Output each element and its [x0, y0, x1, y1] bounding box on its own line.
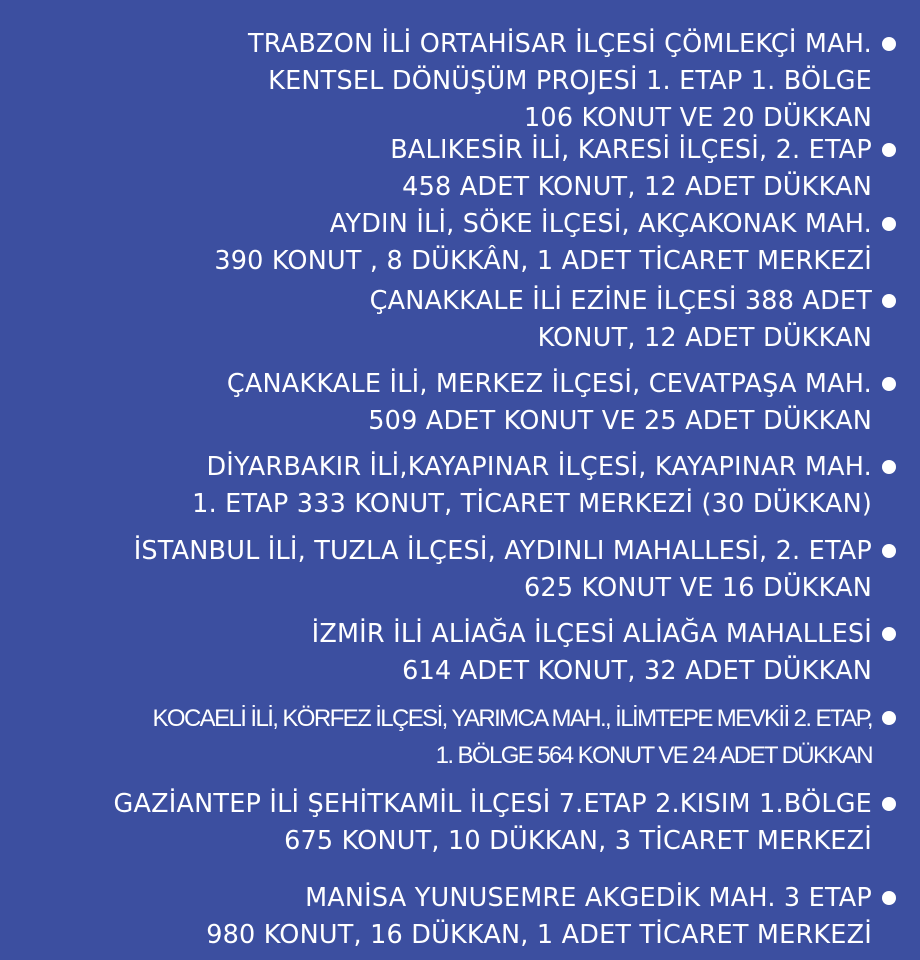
- project-line: 458 ADET KONUT, 12 ADET DÜKKAN: [402, 172, 872, 202]
- bullet-icon: [882, 460, 896, 474]
- project-line: KONUT, 12 ADET DÜKKAN: [537, 323, 872, 353]
- project-item-balikesir: [390, 132, 872, 206]
- project-line: 509 ADET KONUT VE 25 ADET DÜKKAN: [368, 406, 872, 436]
- project-item-aydin: [214, 206, 872, 280]
- bullet-icon: [882, 37, 896, 51]
- bullet-icon: [882, 544, 896, 558]
- project-item-diyarbakir: [192, 449, 872, 523]
- project-item-kocaeli: [152, 700, 872, 774]
- project-line: AYDIN İLİ, SÖKE İLÇESİ, AKÇAKONAK MAH.: [329, 209, 872, 239]
- project-line: TRABZON İLİ ORTAHİSAR İLÇESİ ÇÖMLEKÇİ MAH.: [248, 29, 872, 59]
- project-line: ÇANAKKALE İLİ, MERKEZ İLÇESİ, CEVATPAŞA MAH.: [226, 369, 872, 399]
- project-item-canakkale-merkez: [227, 366, 872, 440]
- project-line: MANİSA YUNUSEMRE AKGEDİK MAH. 3 ETAP: [305, 883, 872, 913]
- project-item-izmir: [312, 616, 872, 690]
- project-line: KENTSEL DÖNÜŞÜM PROJESİ 1. ETAP 1. BÖLGE: [268, 66, 872, 96]
- project-line: 1. BÖLGE 564 KONUT VE 24 ADET DÜKKAN: [435, 742, 872, 769]
- project-line: 980 KONUT, 16 DÜKKAN, 1 ADET TİCARET MERKEZİ: [206, 920, 872, 950]
- bullet-icon: [882, 217, 896, 231]
- project-line: 614 ADET KONUT, 32 ADET DÜKKAN: [402, 656, 872, 686]
- project-item-manisa: [206, 880, 872, 954]
- project-item-istanbul: [134, 533, 872, 607]
- bullet-icon: [882, 627, 896, 641]
- project-line: ÇANAKKALE İLİ EZİNE İLÇESİ 388 ADET: [369, 286, 872, 316]
- bullet-icon: [882, 294, 896, 308]
- bullet-icon: [882, 377, 896, 391]
- bullet-icon: [882, 797, 896, 811]
- bullet-icon: [882, 891, 896, 905]
- project-item-canakkale-ezine: [370, 283, 872, 357]
- project-line: DİYARBAKIR İLİ,KAYAPINAR İLÇESİ, KAYAPINAR MAH.: [206, 452, 872, 482]
- bullet-icon: [882, 711, 896, 725]
- project-line: 675 KONUT, 10 DÜKKAN, 3 TİCARET MERKEZİ: [284, 826, 872, 856]
- project-line: 625 KONUT VE 16 DÜKKAN: [523, 573, 872, 603]
- project-line: 390 KONUT , 8 DÜKKÂN, 1 ADET TİCARET MERKEZİ: [214, 246, 872, 276]
- project-line: İSTANBUL İLİ, TUZLA İLÇESİ, AYDINLI MAHALLESİ, 2. ETAP: [133, 536, 872, 566]
- bullet-icon: [882, 143, 896, 157]
- project-item-gaziantep: [114, 786, 873, 860]
- project-line: BALIKESİR İLİ, KARESİ İLÇESİ, 2. ETAP: [390, 135, 872, 165]
- project-line: GAZİANTEP İLİ ŞEHİTKAMİL İLÇESİ 7.ETAP 2.KISIM 1.BÖLGE: [113, 789, 872, 819]
- project-line: 106 KONUT VE 20 DÜKKAN: [523, 103, 872, 133]
- project-item-trabzon: [248, 26, 872, 137]
- project-line: KOCAELİ İLİ, KÖRFEZ İLÇESİ, YARIMCA MAH., İLİMTEPE MEVKİİ 2. ETAP,: [152, 705, 872, 732]
- project-line: İZMİR İLİ ALİAĞA İLÇESİ ALİAĞA MAHALLESİ: [311, 619, 872, 649]
- project-line: 1. ETAP 333 KONUT, TİCARET MERKEZİ (30 DÜKKAN): [192, 489, 872, 519]
